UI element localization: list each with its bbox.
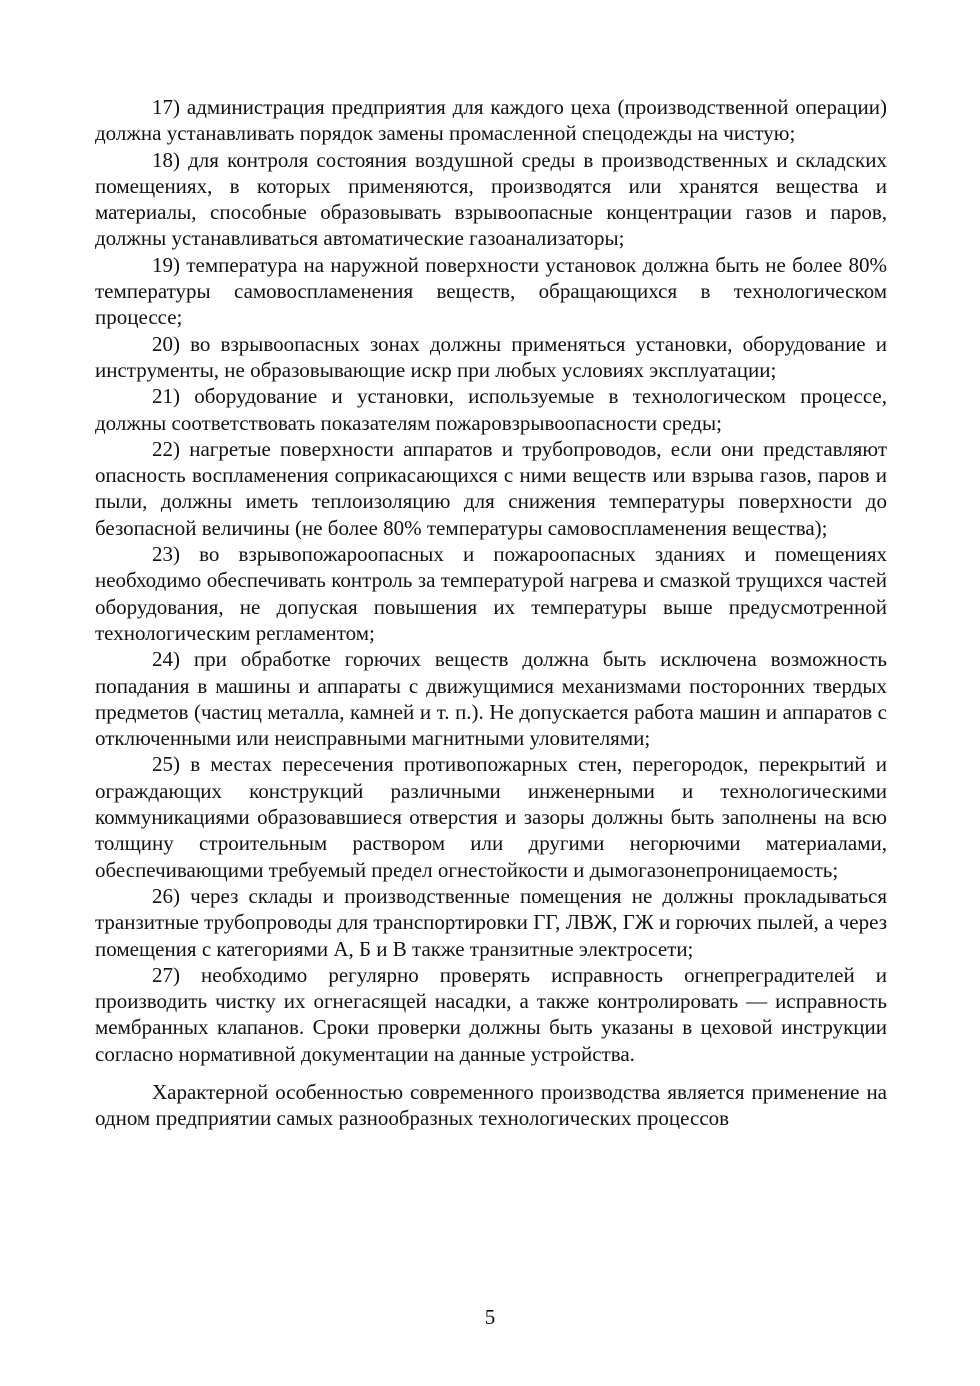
paragraph-item-27: 27) необходимо регулярно проверять исправность огнепреградителей и производить чистку их огнегасящей насадки, а также контролировать — исправность мембранных клапанов. Сроки проверки должны быть указаны в цеховой инструкции согласно нормативной документации на данные устройства.: [95, 962, 887, 1066]
paragraph-item-19: 19) температура на наружной поверхности установок должна быть не более 80% температуры самовоспламенения веществ, обращающихся в технологическом процессе;: [95, 252, 887, 330]
paragraph-item-24: 24) при обработке горючих веществ должна быть исключена возможность попадания в машины и аппараты с движущимися механизмами посторонних твердых предметов (частиц металла, камней и т. п.). Не допускается работа машин и аппаратов с отключенными или неисправными магнитными уловителями;: [95, 647, 887, 751]
paragraph-item-22: 22) нагретые поверхности аппаратов и трубопроводов, если они представляют опасность воспламенения соприкасающихся с ними веществ или взрыва газов, паров и пыли, должны иметь теплоизоляцию для снижения температуры поверхности до безопасной величины (не более 80% температуры самовоспламенения вещества);: [95, 436, 887, 540]
paragraph-item-25: 25) в местах пересечения противопожарных стен, перегородок, перекрытий и ограждающих конструкций различными инженерными и технологическими коммуникациями образовавшиеся отверстия и зазоры должны быть заполнены на всю толщину строительным раствором или другими негорючими материалами, обеспечивающими требуемый предел огнестойкости и дымогазонепроницаемость;: [95, 752, 887, 882]
page-body: [95, 94, 887, 1132]
paragraph-item-26: 26) через склады и производственные помещения не должны прокладываться транзитные трубопроводы для транспортировки ГГ, ЛВЖ, ГЖ и горючих пылей, а через помещения с категориями А, Б и В также транзитные электросети;: [95, 883, 887, 961]
paragraph-conclusion: Характерной особенностью современного производства является применение на одном предприятии самых разнообразных технологических процессов: [95, 1079, 887, 1131]
paragraph-item-21: 21) оборудование и установки, используемые в технологическом процессе, должны соответствовать показателям пожаровзрывоопасности среды;: [95, 384, 887, 435]
paragraph-item-17: 17) администрация предприятия для каждого цеха (производственной операции) должна устанавливать порядок замены промасленной спецодежды на чистую;: [95, 95, 887, 146]
paragraph-item-20: 20) во взрывоопасных зонах должны применяться установки, оборудование и инструменты, не образовывающие искр при любых условиях эксплуатации;: [95, 331, 887, 382]
paragraph-item-18: 18) для контроля состояния воздушной среды в производственных и складских помещениях, в которых применяются, производятся или хранятся вещества и материалы, способные образовывать взрывоопасные концентрации газов и паров, должны устанавливаться автоматические газоанализаторы;: [95, 147, 887, 251]
page-number: 5: [484, 1305, 496, 1329]
paragraph-item-23: 23) во взрывопожароопасных и пожароопасных зданиях и помещениях необходимо обеспечивать контроль за температурой нагрева и смазкой трущихся частей оборудования, не допуская повышения их температуры выше предусмотренной технологическим регламентом;: [95, 542, 887, 645]
